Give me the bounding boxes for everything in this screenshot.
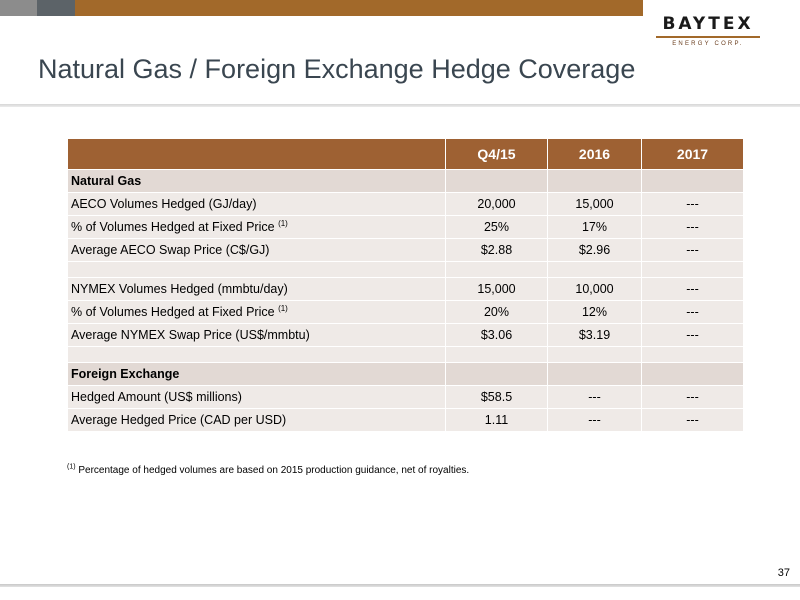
row-label: Average Hedged Price (CAD per USD) <box>68 409 446 432</box>
cell-2017 <box>642 347 744 363</box>
logo-wordmark: BAYTEX <box>662 14 754 34</box>
cell-2016: --- <box>548 409 642 432</box>
header-cell-q4-15: Q4/15 <box>446 139 548 170</box>
cell-2017 <box>642 170 744 193</box>
cell-2017 <box>642 363 744 386</box>
row-label-text: % of Volumes Hedged at Fixed Price <box>71 220 275 234</box>
slide-title: Natural Gas / Foreign Exchange Hedge Coverage <box>38 54 636 84</box>
cell-2016: --- <box>548 386 642 409</box>
row-label <box>68 216 446 239</box>
table-row-hedged-amount <box>68 386 744 409</box>
footnote-reference: (1) <box>278 303 288 313</box>
table-row-spacer <box>68 347 744 363</box>
table-row-hedged-price <box>68 409 744 432</box>
cell-q4-15: 20% <box>446 301 548 324</box>
row-label <box>68 347 446 363</box>
cell-2016 <box>548 363 642 386</box>
row-label: Average AECO Swap Price (C$/GJ) <box>68 239 446 262</box>
table-row-nymex-swap-price <box>68 324 744 347</box>
row-label-text: % of Volumes Hedged at Fixed Price <box>71 305 275 319</box>
top-bar-gold-segment <box>75 0 643 16</box>
row-label: Hedged Amount (US$ millions) <box>68 386 446 409</box>
table-row-foreign-exchange-section <box>68 363 744 386</box>
cell-2016: $2.96 <box>548 239 642 262</box>
cell-2017: --- <box>642 386 744 409</box>
cell-q4-15: 15,000 <box>446 278 548 301</box>
cell-q4-15: 1.11 <box>446 409 548 432</box>
cell-2017 <box>642 262 744 278</box>
cell-2017: --- <box>642 409 744 432</box>
cell-2017: --- <box>642 193 744 216</box>
company-logo <box>654 14 762 46</box>
cell-q4-15: $58.5 <box>446 386 548 409</box>
row-label: AECO Volumes Hedged (GJ/day) <box>68 193 446 216</box>
logo-tagline: ENERGY CORP. <box>672 41 744 47</box>
cell-2017: --- <box>642 324 744 347</box>
row-label <box>68 262 446 278</box>
title-divider <box>0 104 800 107</box>
table-row-nymex-percent-hedged <box>68 301 744 324</box>
cell-2016 <box>548 347 642 363</box>
table-row-spacer <box>68 262 744 278</box>
table-row-aeco-volumes <box>68 193 744 216</box>
cell-q4-15: 20,000 <box>446 193 548 216</box>
cell-q4-15: $3.06 <box>446 324 548 347</box>
header-cell-2016: 2016 <box>548 139 642 170</box>
table-header-row <box>68 139 744 170</box>
logo-divider <box>656 36 760 38</box>
cell-2017: --- <box>642 301 744 324</box>
cell-2016 <box>548 170 642 193</box>
top-bar-slate-segment <box>37 0 75 16</box>
footnote-text: Percentage of hedged volumes are based on 2015 production guidance, net of royalties. <box>78 465 470 476</box>
row-label: Natural Gas <box>68 170 446 193</box>
cell-q4-15: $2.88 <box>446 239 548 262</box>
cell-2016 <box>548 262 642 278</box>
cell-q4-15: 25% <box>446 216 548 239</box>
table-row-aeco-swap-price <box>68 239 744 262</box>
cell-2017: --- <box>642 216 744 239</box>
cell-2016: 15,000 <box>548 193 642 216</box>
top-bar-gray-segment <box>0 0 37 16</box>
footnote <box>67 465 469 476</box>
cell-2017: --- <box>642 278 744 301</box>
footer-divider <box>0 584 800 587</box>
cell-2017: --- <box>642 239 744 262</box>
header-cell-label <box>68 139 446 170</box>
top-color-bar <box>0 0 643 16</box>
row-label <box>68 301 446 324</box>
row-label: Average NYMEX Swap Price (US$/mmbtu) <box>68 324 446 347</box>
hedge-coverage-table <box>67 138 744 432</box>
footnote-marker: (1) <box>67 463 76 471</box>
table-row-aeco-percent-hedged <box>68 216 744 239</box>
row-label: NYMEX Volumes Hedged (mmbtu/day) <box>68 278 446 301</box>
page-number: 37 <box>777 567 790 579</box>
header-cell-2017: 2017 <box>642 139 744 170</box>
footnote-reference: (1) <box>278 218 288 228</box>
table-row-natural-gas-section <box>68 170 744 193</box>
cell-2016: 10,000 <box>548 278 642 301</box>
cell-q4-15 <box>446 262 548 278</box>
cell-q4-15 <box>446 170 548 193</box>
cell-2016: 12% <box>548 301 642 324</box>
table-row-nymex-volumes <box>68 278 744 301</box>
cell-q4-15 <box>446 363 548 386</box>
cell-q4-15 <box>446 347 548 363</box>
cell-2016: 17% <box>548 216 642 239</box>
cell-2016: $3.19 <box>548 324 642 347</box>
row-label: Foreign Exchange <box>68 363 446 386</box>
